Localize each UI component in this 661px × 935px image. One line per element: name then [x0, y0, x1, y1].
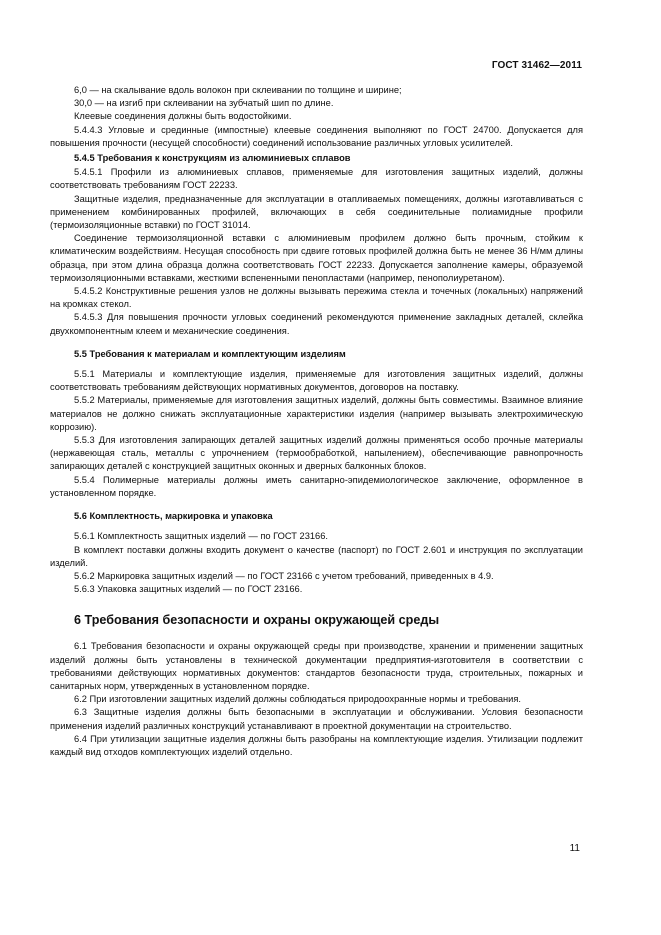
paragraph: 6.2 При изготовлении защитных изделий должны соблюдаться природоохранные нормы и требования.: [74, 694, 521, 705]
paragraph: 5.5.3 Для изготовления запирающих деталей защитных изделий должны применяться особо прочные материалы (нержавеющая сталь, металлы с упрочнением (термообработкой, напылением), обеспечивающие равнопрочность запирающих деталей с конструкцией защитных оконных и дверных балконных блоков.: [50, 435, 583, 472]
paragraph: 5.4.5.1 Профили из алюминиевых сплавов, применяемые для изготовления защитных изделий, должны соответствовать требованиям ГОСТ 22233.: [50, 167, 583, 191]
paragraph: Клеевые соединения должны быть водостойкими.: [74, 111, 292, 122]
paragraph: 5.4.4.3 Угловые и срединные (импостные) клеевые соединения выполняют по ГОСТ 24700. Допускается для повышения прочности (несущей способности) соединений использование различных угловых усилителей.: [50, 124, 583, 148]
section-heading-5-5: 5.5 Требования к материалам и комплектующим изделиям: [74, 348, 346, 359]
section-heading-6: 6 Требования безопасности и охраны окружающей среды: [74, 613, 440, 628]
paragraph: 6.3 Защитные изделия должны быть безопасными в эксплуатации и обслуживании. Условия безопасности применения изделий различных конструкций устанавливают в проектной документации на строительство.: [50, 707, 583, 731]
paragraph: 6.4 При утилизации защитные изделия должны быть разобраны на комплектующие изделия. Утилизации подлежит каждый вид отходов комплектующих изделий отдельно.: [50, 733, 583, 757]
paragraph: 5.4.5.3 Для повышения прочности угловых соединений рекомендуются применение закладных деталей, склейка двухкомпонентным клеем и механические соединения.: [50, 312, 583, 336]
paragraph: 5.6.3 Упаковка защитных изделий — по ГОСТ 23166.: [74, 584, 303, 595]
paragraph: 5.5.1 Материалы и комплектующие изделия, применяемые для изготовления защитных изделий, должны соответствовать требованиям действующих нормативных документов, договоров на поставку.: [50, 369, 583, 393]
paragraph: 5.6.2 Маркировка защитных изделий — по ГОСТ 23166 с учетом требований, приведенных в 4.9.: [74, 570, 494, 581]
paragraph: В комплект поставки должны входить документ о качестве (паспорт) по ГОСТ 2.601 и инструкция по эксплуатации изделий.: [50, 544, 583, 568]
paragraph: Соединение термоизоляционной вставки с алюминиевым профилем должно быть прочным, стойким к климатическим воздействиям. Несущая способность при сдвиге готовых профилей должна быть не менее 36 Н/мм длины образца, при этом длина образца должна соответствовать ГОСТ 22233. Допускается заполнение камеры, образуемой термоизоляционными вставками, жесткими вспененными пенопластами (например, пенополиуретаном).: [50, 233, 583, 283]
paragraph: 6.1 Требования безопасности и охраны окружающей среды при производстве, хранении и применении защитных изделий должны быть установлены в технической документации предприятия-изготовителя в соответствии с требованиями действующих нормативных документов: стандартов безопасности труда, строительных, пожарных и санитарных норм, утвержденных в установленном порядке.: [50, 641, 583, 691]
paragraph: 5.5.4 Полимерные материалы должны иметь санитарно-эпидемиологическое заключение, оформленное в установленном порядке.: [50, 474, 583, 498]
section-heading-5-4-5: 5.4.5 Требования к конструкциям из алюминиевых сплавов: [74, 153, 351, 164]
paragraph: Защитные изделия, предназначенные для эксплуатации в отапливаемых помещениях, должны изготавливаться с применением комбинированных профилей, включающих в себя соединительные полиамидные профили (термоизоляционные вставки) по ГОСТ 31014.: [50, 193, 583, 231]
section-heading-5-6: 5.6 Комплектность, маркировка и упаковка: [74, 511, 273, 522]
document-body: [50, 84, 583, 759]
paragraph: 6,0 — на скалывание вдоль волокон при склеивании по толщине и ширине;: [74, 85, 402, 95]
page-number: 11: [569, 843, 580, 854]
document-header: ГОСТ 31462—2011: [491, 60, 582, 71]
paragraph: 5.4.5.2 Конструктивные решения узлов не должны вызывать пережима стекла и точечных (локальных) напряжений на кромках стекол.: [50, 286, 583, 310]
paragraph: 30,0 — на изгиб при склеивании на зубчатый шип по длине.: [74, 98, 334, 109]
paragraph: 5.6.1 Комплектность защитных изделий — по ГОСТ 23166.: [74, 531, 328, 542]
paragraph: 5.5.2 Материалы, применяемые для изготовления защитных изделий, должны быть совместимы. Взаимное влияние материалов не должно снижать эксплуатационные характеристики изделия (например вызывать электрохимическую коррозию).: [50, 395, 583, 432]
